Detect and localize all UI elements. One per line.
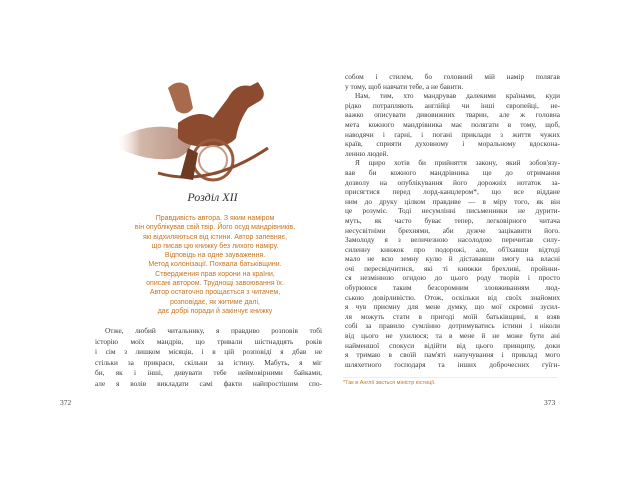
text-line: важко описувати дивовижних тварин, але ж головна [345, 110, 560, 120]
text-line: наводячи і гарні, і погані приклади з життя чужих [345, 129, 560, 139]
text-line: Замолоду я з величезною насолодою перечитав силу- [345, 235, 560, 245]
text-line: силенну книжок про подорожі, але, об'їхавши відтоді [345, 244, 560, 254]
text-line: ля можуть стати в пригоді моїй батьківщині, я взяв [345, 311, 560, 321]
right-page [320, 0, 640, 480]
summary-line: Автор остаточно прощається з читачем, [149, 289, 281, 297]
text-line: мета кожного мандрівника має полягати в тому, щоб, [345, 119, 560, 129]
text-line: собі за правило сумлінно дотримуватись істини і ніколи [345, 321, 560, 331]
right-body-text [345, 72, 560, 369]
footnote: *Так в Англії звється міністр юстиції. [343, 377, 558, 386]
text-line: але я волів викладати самі факти найпростішим спо- [95, 378, 322, 388]
left-body-text [95, 326, 322, 389]
summary-line: які відхиляються від істини. Автор запевняє, [142, 233, 288, 241]
summary-line: Відповідь на одне зауваження. [164, 252, 266, 260]
text-line: ним до друку цілком правдиве — в міру того, як він [345, 196, 560, 206]
chapter-title: Розділ XII [187, 190, 238, 204]
text-line: країв, сприяти духовному і моральному вдоскона- [345, 139, 560, 149]
text-line: собом і стилем, бо головний мій намір полягав [345, 72, 560, 81]
chapter-illustration-horse-rocking-chair [118, 78, 288, 188]
text-line: несусвітніми брехнями, аби дужче зацікавити його. [345, 225, 560, 235]
text-line: мало не всю земну кулю й дістававши змогу на власні [345, 254, 560, 264]
summary-line: описані автором. Труднощі завоювання їх. [146, 280, 284, 288]
text-line: історію моїх мандрів, що тривали шістнадцять років [95, 336, 322, 346]
summary-line: Правдивість автора. З яким наміром [155, 215, 275, 222]
page-number: 373 [544, 398, 556, 407]
text-line: і сім з лишком місяців, і в цій розповіді я дбав не [95, 347, 322, 356]
text-line: рідко потрапляють англійці чи інші європейці, не- [345, 100, 560, 110]
page-number: 372 [60, 398, 72, 407]
text-line: Я щиро хотів би прийняття закону, який зобов'язу- [355, 158, 560, 168]
text-line: ленню людей. [345, 148, 389, 158]
text-line: я тримаю в своїй пам'яті напучування і приклад мого [345, 350, 560, 360]
text-line: ською довірливістю. Отож, оскільки від своїх знайомих [345, 292, 560, 302]
text-line: у тому, щоб навчати тебе, а не бавити. [345, 81, 464, 91]
summary-line: розповідає, як житиме далі, [169, 298, 261, 306]
summary-line: Метод колонізації. Похвала батьківщини. [148, 261, 282, 269]
text-line: від цього не ухилюся; та в мене й не може бути ані [345, 331, 560, 341]
text-line: присягтися перед лорд-канцлером*, що все віддане [345, 187, 560, 197]
text-line: найменшої спокуси відійти від цього принципу, доки [345, 340, 560, 350]
text-line: очі пересвідчитися, які ті книжки брехливі, пройнни- [345, 263, 560, 273]
summary-line: дає добрі поради й закінчує книжку [157, 307, 273, 315]
summary-line: Стверджения прав корони на країни, [155, 270, 275, 278]
chapter-summary [120, 214, 310, 316]
text-line: я чув приємну для мене думку, що мої скромні зусил- [345, 302, 560, 312]
summary-line: він опублікував свій твір. Його осуд мандрівників, [134, 224, 296, 232]
text-line: ся незмінною огидою до цього роду творів і просто [345, 273, 560, 283]
text-line: шляхетного господаря та інших доброчесних гуїгн- [345, 359, 560, 369]
text-line: Нам, тим, хто мандрував далекими країнами, куди [355, 91, 560, 101]
text-line: дозволу на опублікування його дорожніх нотаток за- [345, 177, 560, 187]
text-line: Отже, любий читальнику, я правдиво розповів тобі [105, 326, 322, 335]
text-line: би, як і інші, дивувати тебе неймовірними байками, [95, 368, 322, 377]
text-line: муть, як часто буває тепер, легковірного читача [345, 215, 560, 225]
text-line: це розуміє. Тоді несумлінні письменники не дурити- [345, 206, 560, 216]
summary-line: що писав цю книжку без лихого наміру. [151, 242, 279, 250]
text-line: стільки за прикраси, скільки за істину. Мабуть, я міг [95, 357, 322, 367]
text-line: вав би кожного мандрівника ще до отримання [345, 167, 560, 177]
text-line: обурююся таким безсоромним зловживанням люд- [345, 283, 560, 293]
